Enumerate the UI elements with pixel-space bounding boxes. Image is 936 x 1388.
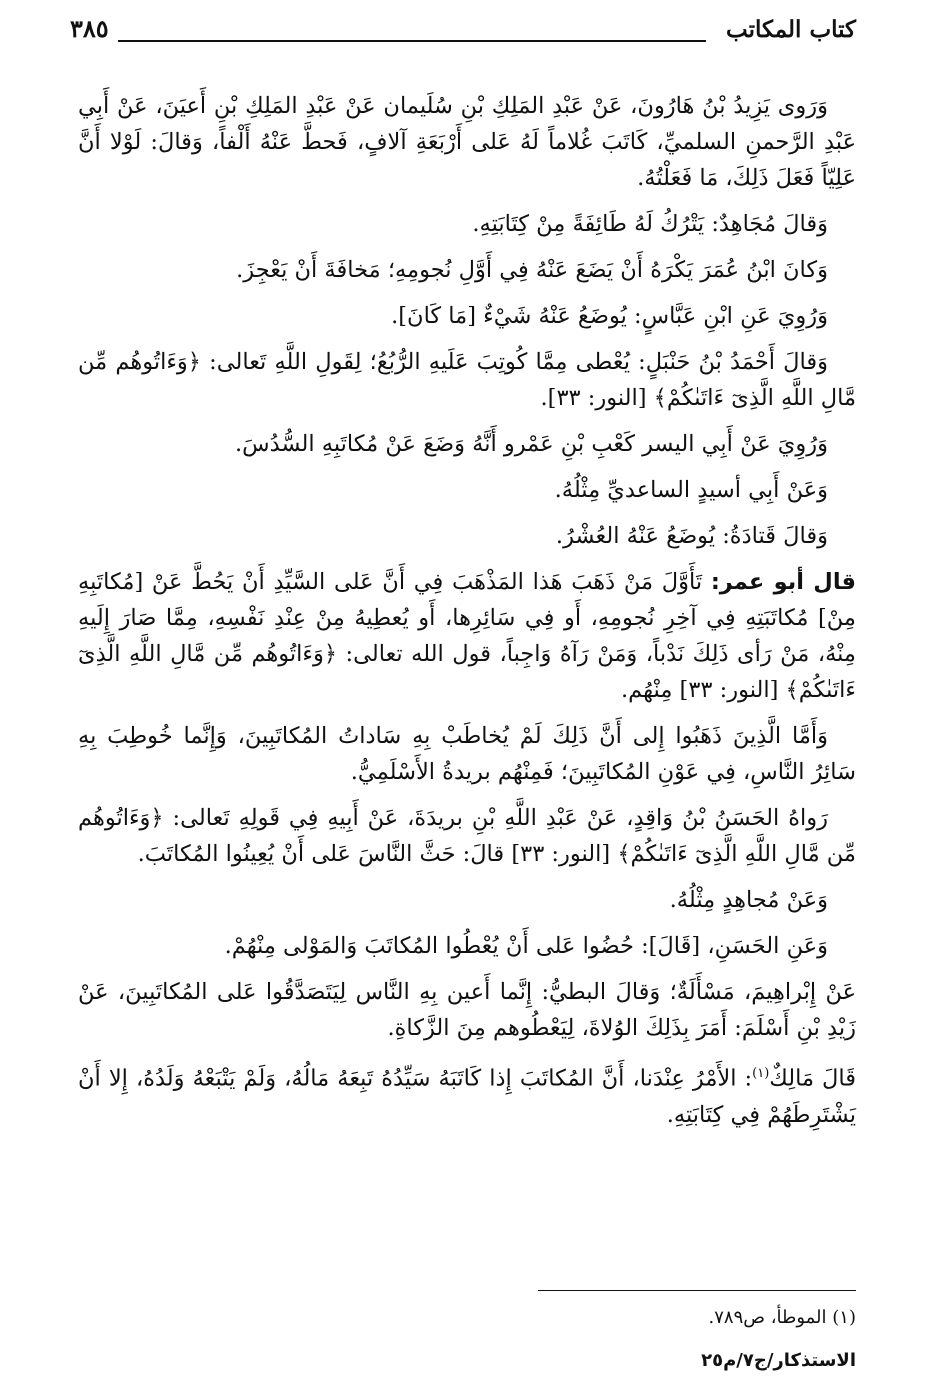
footnote: (١) الموطأ، ص٧٨٩. [708,1307,856,1328]
speaker-label: قَالَ مَالِكٌ [769,1065,856,1092]
paragraph: وَقالَ أَحْمَدُ بْنُ حَنْبَلٍ: يُعْطى مِمَّا كُوتِبَ عَلَيهِ الرُّبُعُ؛ لِقَولِ اللَّهِ تَعالى: ﴿وَءَاتُوهُم مِّن مَّالِ اللَّهِ الَّذِىٓ ءَاتَىٰكُمْ﴾ [النور: ٣٣]. [78,349,856,411]
paragraph: وَعَنِ الحَسَنِ، [قَالَ]: حُضُوا عَلى أَنْ يُعْطُوا المُكاتَبَ وَالمَوْلى مِنْهُمْ. [224,933,828,959]
running-title: كتاب المكاتب [726,16,856,43]
paragraph [78,564,856,708]
paragraph-text: تَأَوَّلَ مَنْ ذَهَبَ هَذا المَذْهَبَ فِي أَنَّ عَلى السَّيِّدِ أَنْ يَحُطَّ عَنْ [مُكاتَبِهِ مِنْ] مُكاتَبَتِهِ فِي آخِرِ نُجومِهِ، أَو فِي سَائِرِها، أَو يُعطِيهُ مِنْ عِنْدِ نَفْسِهِ، مِمَّا صَارَ إِلَيهِ مِنْهُ، مَنْ رَأى ذَلِكَ نَدْباً، وَمَنْ رَآهُ وَاجِباً، قول الله تعالى: ﴿وَءَاتُوهُم مِّن مَّالِ اللَّهِ الَّذِىٓ ءَاتَىٰكُمْ﴾ [النور: ٣٣] مِنْهُم. [78,569,856,703]
signature-mark: الاستذكار/ج٧/م٢٥ [701,1350,856,1371]
paragraph: وَرُوِيَ عَنِ ابْنِ عَبَّاسٍ: يُوضَعُ عَنْهُ شَيْءٌ [مَا كَانَ]. [391,303,828,329]
page-number: ٣٨٥ [70,14,109,43]
page-header [70,14,856,54]
paragraph: وَأَمَّا الَّذِينَ ذَهَبُوا إِلى أَنَّ ذَلِكَ لَمْ يُخاطَبْ بِهِ سَاداتُ المُكاتَبِينَ، وَإِنَّما خُوطِبَ بِهِ سَائِرُ النَّاسِ، فِي عَوْنِ المُكاتَبِينَ؛ فَمِنْهُم بريدةُ الأَسْلَمِيُّ. [78,723,856,785]
header-rule [118,40,706,42]
footnote-marker[interactable]: (١) [752,1066,770,1081]
paragraph: وَقالَ قَتادَةُ: يُوضَعُ عَنْهُ العُشْرُ. [555,523,828,549]
paragraph [78,1056,856,1133]
paragraph: عَنْ إِبْراهِيمَ، مَسْأَلَةٌ؛ وَقالَ البطيُّ: إِنَّما أَعين بِهِ النَّاس لِيَتَصَدَّقُوا عَلى المُكاتَبِينَ، عَنْ زَيْدِ بْنِ أَسْلَمَ: أَمَرَ بِذَلِكَ الوُلاةَ، لِيَعْطُوهم مِنَ الزَّكاةِ. [78,979,856,1041]
paragraph: وَكانَ ابْنُ عُمَرَ يَكْرَهُ أَنْ يَضَعَ عَنْهُ فِي أَوَّلِ نُجومِهِ؛ مَخافَةَ أَنْ يَعْجِزَ. [236,257,828,283]
paragraph: وَعَنْ مُجاهِدٍ مِثْلُهُ. [669,887,828,913]
paragraph: وَعَنْ أَبِي أسيدٍ الساعديِّ مِثْلُهُ. [554,477,828,503]
paragraph: وَقالَ مُجَاهِدٌ: يَتْرُكُ لَهُ طَائِفَةً مِنْ كِتَابَتِهِ. [472,211,828,237]
paragraph: وَرُوِيَ عَنْ أَبِي اليسر كَعْبِ بْنِ عَمْرو أَنَّهُ وَضَعَ عَنْ مُكاتَبِهِ السُّدُسَ. [235,431,828,457]
footnote-rule [538,1290,856,1291]
paragraph: وَرَوى يَزِيدُ بْنُ هَارُونَ، عَنْ عَبْدِ المَلِكِ بْنِ سُلَيمان عَنْ عَبْدِ المَلِكِ بْنِ أَعيَنَ، عَنْ أَبِي عَبْدِ الرَّحمنِ السلميِّ، كَاتَبَ غُلاماً لَهُ عَلى أَرْبَعَةِ آلافٍ، فَحطَّ عَنْهُ أَلْفاً، وَقالَ: لَوْلا أَنَّ عَلِيّاً فَعَلَ ذَلِكَ، مَا فَعَلْتُهُ. [78,93,856,191]
page-body [78,88,856,1143]
speaker-colon: : [744,1065,753,1092]
speaker-label: قال أبو عمر: [710,569,856,595]
paragraph-text: الأَمْرُ عِنْدَنا، أَنَّ المُكاتَبَ إِذا كَاتَبَهُ سَيِّدُهُ تَبِعَهُ مَالُهُ، وَلَمْ يَتْبَعْهُ وَلَدُهُ، إِلا أَنْ يَشْتَرِطَهُمْ فِي كِتَابَتِهِ. [78,1065,856,1128]
paragraph: رَواهُ الحَسَنُ بْنُ وَاقِدٍ، عَنْ عَبْدِ اللَّهِ بْنِ بريدَةَ، عَنْ أَبِيهِ فِي قَولِهِ تَعالى: ﴿وَءَاتُوهُم مِّن مَّالِ اللَّهِ الَّذِىٓ ءَاتَىٰكُمْ﴾ [النور: ٣٣] قالَ: حَثَّ النَّاسَ عَلى أَنْ يُعِينُوا المُكاتَبَ. [78,805,856,867]
